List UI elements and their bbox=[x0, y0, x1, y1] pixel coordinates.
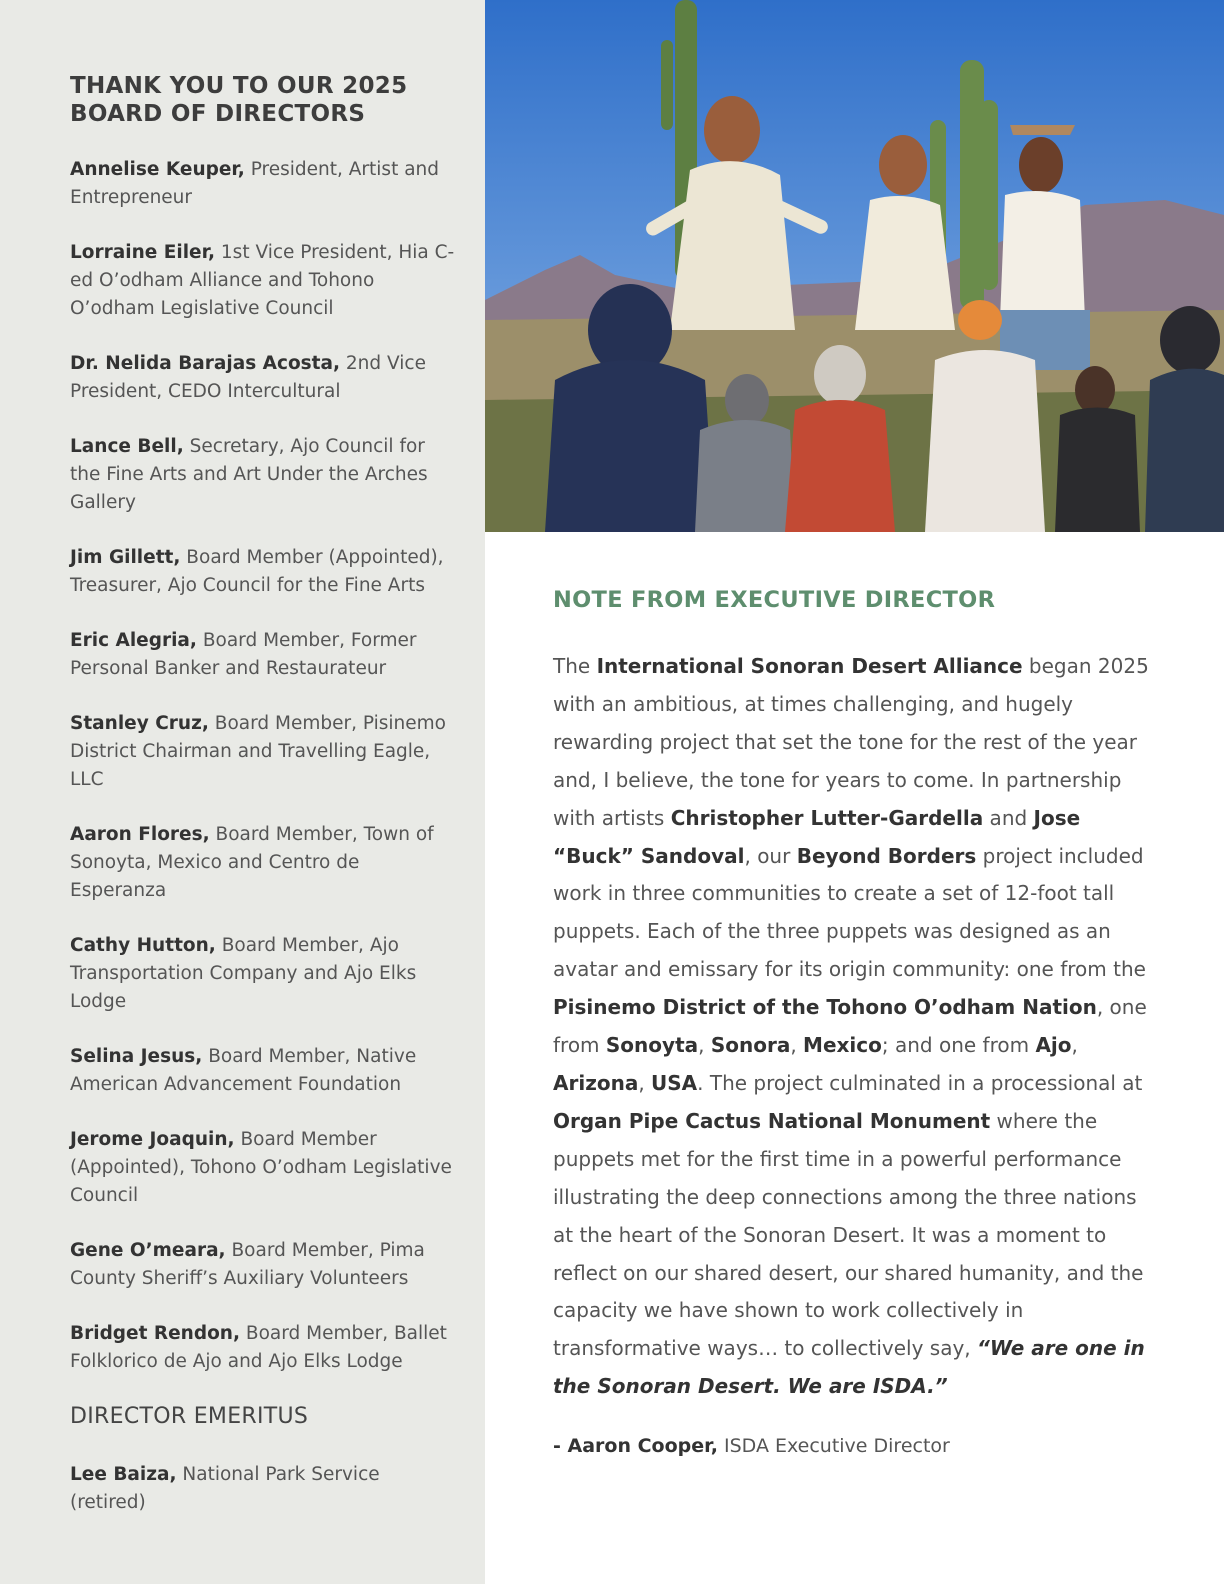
member-name: Aaron Flores, bbox=[70, 824, 210, 845]
board-member bbox=[70, 821, 455, 905]
emphasis-text: Sonora bbox=[710, 1033, 791, 1058]
member-role: Board Member, Native American Advancement Foundation bbox=[70, 1046, 417, 1095]
body-text-segment: where the puppets met for the first time in a powerful performance illustrating the deep connections among the three nations at the heart of the Sonoran Desert. It was a moment to reflect on our shared desert, our shared humanity, and the capacity we have shown to work collectively in transformative ways… to collectively say, bbox=[553, 1108, 1144, 1361]
body-text-segment: began 2025 with an ambitious, at times challenging, and hugely rewarding project that set the tone for the rest of the year and, I believe, the tone for years to come. In partnership with artists bbox=[553, 654, 1149, 830]
member-role: Board Member, Town of Sonoyta, Mexico and Centro de Esperanza bbox=[70, 824, 434, 901]
board-member bbox=[70, 239, 455, 323]
body-text-segment: , bbox=[638, 1070, 652, 1095]
executive-note bbox=[553, 586, 1153, 1460]
emphasis-text: International Sonoran Desert Alliance bbox=[596, 654, 1023, 678]
member-role: National Park Service (retired) bbox=[70, 1464, 380, 1513]
body-text-segment: , bbox=[1071, 1033, 1078, 1058]
board-member bbox=[70, 544, 455, 600]
member-name: Lance Bell, bbox=[70, 436, 184, 457]
body-text-segment: , bbox=[698, 1033, 711, 1058]
photo-illustration bbox=[485, 0, 1224, 532]
member-name: Jerome Joaquin, bbox=[70, 1129, 235, 1150]
body-text-segment: ; and one from bbox=[881, 1033, 1036, 1058]
emphasis-text: Pisinemo District of the Tohono O’odham Nation bbox=[553, 995, 1097, 1020]
board-member bbox=[70, 627, 455, 683]
emphasis-text: Sonoyta bbox=[605, 1033, 699, 1058]
board-member bbox=[70, 932, 455, 1016]
board-member bbox=[70, 1126, 455, 1210]
member-name: Selina Jesus, bbox=[70, 1046, 203, 1067]
closing-quote: “We are one in the Sonoran Desert. We are ISDA.” bbox=[553, 1336, 1145, 1399]
member-role: Board Member, Ballet Folklorico de Ajo and Ajo Elks Lodge bbox=[70, 1323, 447, 1372]
emeritus-heading: DIRECTOR EMERITUS bbox=[70, 1404, 309, 1429]
member-name: Jim Gillett, bbox=[70, 547, 181, 568]
member-name: Annelise Keuper, bbox=[70, 159, 245, 180]
body-text-segment: The bbox=[553, 654, 597, 678]
board-member bbox=[70, 710, 455, 794]
emphasis-text: Beyond Borders bbox=[796, 843, 977, 868]
body-text-segment: , our bbox=[744, 843, 797, 868]
emphasis-text: Mexico bbox=[803, 1033, 882, 1058]
board-member bbox=[70, 156, 455, 212]
board-member bbox=[70, 350, 455, 406]
member-role: 1st Vice President, Hia C-ed O’odham Alliance and Tohono O’odham Legislative Council bbox=[70, 242, 455, 319]
board-member bbox=[70, 1237, 455, 1293]
emphasis-text: USA bbox=[651, 1070, 698, 1095]
board-member bbox=[70, 1043, 455, 1099]
member-name: Cathy Hutton, bbox=[70, 935, 216, 956]
member-name: Gene O’meara, bbox=[70, 1240, 226, 1261]
body-text-segment: project included work in three communities to create a set of 12-foot tall puppets. Each of the three puppets was designed as an avatar and emissary for its origin community: one from the bbox=[553, 843, 1146, 982]
board-member bbox=[70, 433, 455, 517]
body-text-segment: , one from bbox=[553, 995, 1147, 1058]
member-role: Board Member (Appointed), Tohono O’odham Legislative Council bbox=[70, 1129, 452, 1206]
member-name: Lee Baiza, bbox=[70, 1464, 177, 1485]
body-text-segment: . The project culminated in a processional at bbox=[697, 1070, 1143, 1095]
member-name: Bridget Rendon, bbox=[70, 1323, 240, 1344]
member-role: Board Member, Ajo Transportation Company and Ajo Elks Lodge bbox=[70, 935, 417, 1012]
member-role: Board Member, Former Personal Banker and Restaurateur bbox=[70, 630, 417, 679]
board-member-list bbox=[70, 156, 455, 1376]
signature-name: - Aaron Cooper, bbox=[553, 1435, 718, 1458]
member-role: Board Member, Pisinemo District Chairman and Travelling Eagle, LLC bbox=[70, 713, 446, 790]
board-member bbox=[70, 1320, 455, 1376]
note-body bbox=[553, 648, 1153, 1406]
puppet-procession-photo bbox=[485, 0, 1224, 532]
member-role: Board Member, Pima County Sheriff’s Auxiliary Volunteers bbox=[70, 1240, 425, 1289]
emphasis-text: Jose “Buck” Sandoval bbox=[553, 805, 1081, 868]
board-heading-line2: BOARD OF DIRECTORS bbox=[70, 101, 366, 127]
member-role: 2nd Vice President, CEDO Intercultural bbox=[70, 353, 426, 402]
emphasis-text: Christopher Lutter-Gardella bbox=[670, 805, 984, 830]
signature-role: ISDA Executive Director bbox=[717, 1435, 950, 1458]
board-sidebar bbox=[0, 0, 485, 1584]
member-role: Secretary, Ajo Council for the Fine Arts and Art Under the Arches Gallery bbox=[70, 436, 428, 513]
emeritus-member bbox=[70, 1461, 455, 1517]
member-name: Dr. Nelida Barajas Acosta, bbox=[70, 353, 341, 374]
board-heading-line1: THANK YOU TO OUR 2025 bbox=[70, 73, 408, 99]
emphasis-text: Ajo bbox=[1035, 1033, 1072, 1058]
body-text-segment: and bbox=[983, 805, 1034, 830]
note-signature bbox=[553, 1432, 1153, 1460]
member-role: Board Member (Appointed), Treasurer, Ajo Council for the Fine Arts bbox=[70, 547, 444, 596]
emphasis-text: Organ Pipe Cactus National Monument bbox=[553, 1108, 991, 1133]
member-role: President, Artist and Entrepreneur bbox=[70, 159, 440, 208]
member-name: Stanley Cruz, bbox=[70, 713, 209, 734]
note-heading: NOTE FROM EXECUTIVE DIRECTOR bbox=[553, 587, 996, 613]
member-name: Lorraine Eiler, bbox=[70, 242, 216, 263]
member-name: Eric Alegria, bbox=[70, 630, 197, 651]
body-text-segment: , bbox=[790, 1033, 804, 1058]
board-heading bbox=[70, 72, 455, 128]
emphasis-text: Arizona bbox=[553, 1070, 639, 1095]
